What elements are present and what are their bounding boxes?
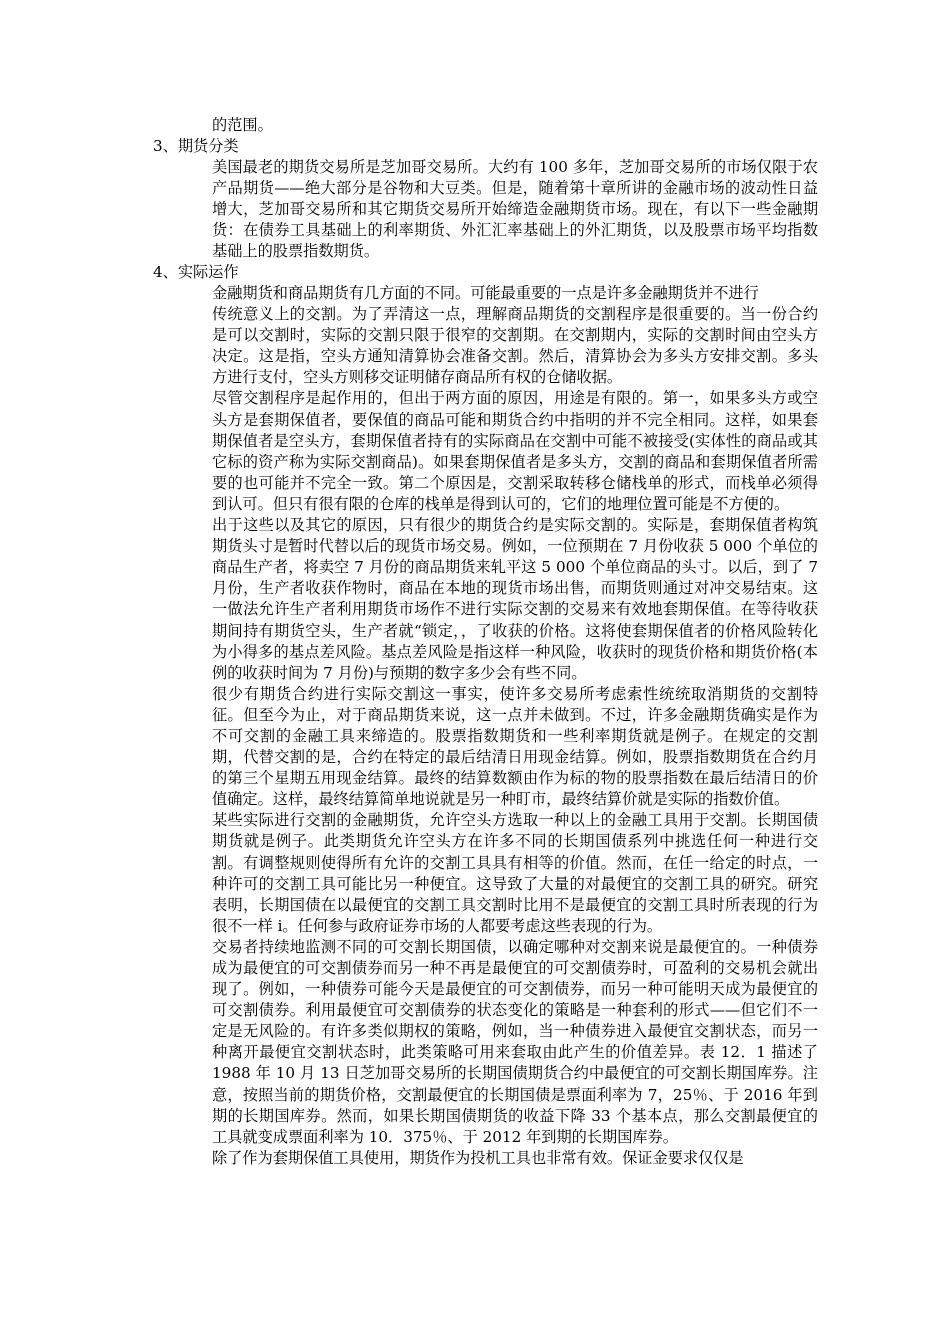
continuation-text [212,115,818,136]
paragraph: 很少有期货合约进行实际交割这一事实，使许多交易所考虑索性统统取消期货的交割特征。但至今为止，对于商品期货来说，这一点并未做到。不过，许多金融期货确实是作为不可交割的金融工具来缔造的。股票指数期货和一些利率期货就是例子。在规定的交割期，代替交割的是，合约在特定的最后结清日用现金结算。例如，股票指数期货在合约月的第三个星期五用现金结算。最终的结算数额由作为标的物的股票指数在最后结清日的价值确定。这样，最终结算简单地说就是另一种盯市，最终结算价就是实际的指数价值。 [212,684,818,809]
paragraph: 的范围。 [212,116,273,134]
paragraph: 除了作为套期保值工具使用，期货作为投机工具也非常有效。保证金要求仅仅是 [212,1148,744,1167]
paragraph: 美国最老的期货交易所是芝加哥交易所。大约有 100 多年，芝加哥交易所的市场仅限于农产品期货——绝大部分是谷物和大豆类。但是，随着第十章所讲的金融市场的波动性日益增大，芝加哥交易所和其它期货交易所开始缔造金融期货市场。现在，有以下一些金融期货：在债券工具基础上的利率期货、外汇汇率基础上的外汇期货，以及股票市场平均指数基础上的股票指数期货。 [212,158,818,261]
paragraph: 传统意义上的交割。为了弄清这一点，理解商品期货的交割程序是很重要的。当一份合约是可以交割时，实际的交割只限于很窄的交割期。在交割期内，实际的交割时间由空头方决定。这是指，空头方通知清算协会准备交割。然后，清算协会为多头方安排交割。多头方进行支付，空头方则移交证明储存商品所有权的仓储收据。 [212,305,818,387]
section-3-body [212,157,818,262]
section-heading-3: 3、期货分类 [153,137,239,155]
paragraph: 出于这些以及其它的原因，只有很少的期货合约是实际交割的。实际是，套期保值者构筑期货头寸是暂时代替以后的现货市场交易。例如，一位预期在 7 月份收获 5 000 个单位的商品生产者，将卖空 7 月份的商品期货来轧平这 5 000 个单位商品的头寸。以后，到了 7 月份，生产者收获作物时，商品在本地的现货市场出售，而期货则通过对冲交易结束。这一做法允许生产者利用期货市场作不进行实际交割的交易来有效地套期保值。在等待收获期间持有期货空头，生产者就“锁定，，了收获的价格。这将使套期保值者的价格风险转化为小得多的基点差风险。基点差风险是指这样一种风险，收获时的现货价格和期货价格(本例的收获时间为 7 月份)与预期的数字多少会有些不同。 [212,516,818,682]
section-4-body [212,283,818,1169]
paragraph: 某些实际进行交割的金融期货，允许空头方选取一种以上的金融工具用于交割。长期国债期货就是例子。此类期货允许空头方在许多不同的长期国债系列中挑选任何一种进行交割。有调整规则使得所有允许的交割工具具有相等的价值。然而，在任一给定的时点，一种许可的交割工具可能比另一种便宜。这导致了大量的对最便宜的交割工具的研究。研究表明，长期国债在以最便宜的交割工具交割时比用不是最便宜的交割工具时所表现的行为很不一样 i。任何参与政府证券市场的人都要考虑这些表现的行为。 [212,811,818,935]
paragraph: 金融期货和商品期货有几方面的不同。可能最重要的一点是许多金融期货并不进行 [212,284,759,302]
paragraph: 尽管交割程序是起作用的，但出于两方面的原因，用途是有限的。第一，如果多头方或空头方是套期保值者，要保值的商品可能和期货合约中指明的并不完全相同。这样，如果套期保值者是空头方，套期保值者持有的实际商品在交割中可能不被接受(实体性的商品或其它标的资产称为实际交割商品)。如果套期保值者是多头方，交割的商品和套期保值者所需要的也可能并不完全一致。第二个原因是，交割采取转移仓储栈单的形式，而栈单必须得到认可。但只有很有限的仓库的栈单是得到认可的，它们的地理位置可能是不方便的。 [212,389,818,513]
section-heading-4: 4、实际运作 [153,263,239,281]
paragraph: 交易者持续地监测不同的可交割长期国债，以确定哪种对交割来说是最便宜的。一种债券成为最便宜的可交割债券而另一种不再是最便宜的可交割债券时，可盈利的交易机会就出现了。例如，一种债券可能今天是最便宜的可交割债券，而另一种可能明天成为最便宜的可交割债券。利用最便宜可交割债券的状态变化的策略是一种套利的形式——但它们不一定是无风险的。有许多类似期权的策略，例如，当一种债券进入最便宜交割状态，而另一种离开最便宜交割状态时，此类策略可用来套取由此产生的价值差异。表 12．1 描述了 1988 年 10 月 13 日芝加哥交易所的长期国债期货合约中最便宜的可交割长期国库券。注意，按照当前的期货价格，交割最便宜的长期国债是票面利率为 7，25％、于 2016 年到期的长期国库券。然而，如果长期国债期货的收益下降 33 个基本点，那么交割最便宜的工具就变成票面利率为 10．375％、于 2012 年到期的长期国库券。 [212,937,818,1146]
